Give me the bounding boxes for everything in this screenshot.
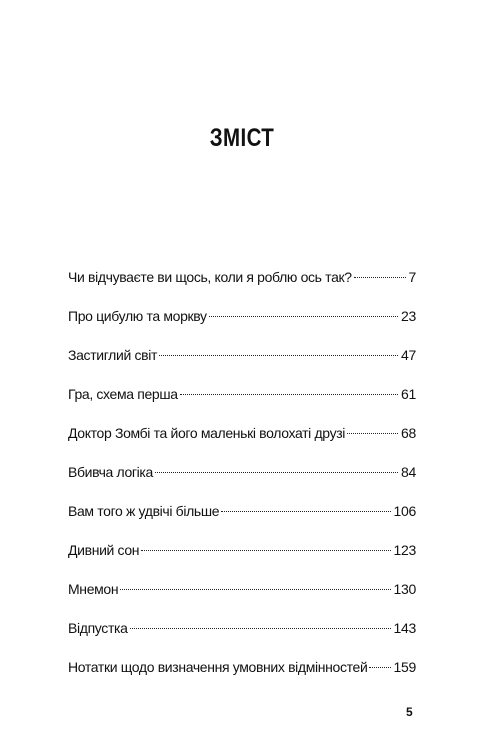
toc-entry-title: Гра, схема перша xyxy=(68,386,178,402)
toc-entry-page: 159 xyxy=(393,659,416,675)
toc-entry xyxy=(68,462,416,501)
toc-dot-leader xyxy=(347,433,398,434)
toc-dot-leader xyxy=(180,394,398,395)
toc-entry-page: 47 xyxy=(401,347,416,363)
toc-entry-page: 23 xyxy=(401,308,416,324)
toc-dot-leader xyxy=(130,628,391,629)
toc-entry-page: 68 xyxy=(401,425,416,441)
page-title: ЗМІСТ xyxy=(209,124,275,152)
toc-entry-title: Відпустка xyxy=(68,620,128,636)
toc-entry-page: 106 xyxy=(393,503,416,519)
toc-entry-page: 130 xyxy=(393,581,416,597)
toc-entry-title: Нотатки щодо визначення умовних відмінностей xyxy=(68,659,368,675)
toc-entry xyxy=(68,657,416,696)
toc-entry-title: Про цибулю та моркву xyxy=(68,308,207,324)
toc-dot-leader xyxy=(120,589,390,590)
toc-dot-leader xyxy=(369,667,390,668)
toc-entry-title: Вбивча логіка xyxy=(68,464,153,480)
toc-entry xyxy=(68,267,416,306)
page-number: 5 xyxy=(406,705,413,719)
toc-entry xyxy=(68,501,416,540)
toc-entry xyxy=(68,306,416,345)
toc-entry-page: 7 xyxy=(408,269,416,285)
toc-dot-leader xyxy=(209,316,398,317)
toc-entry-page: 84 xyxy=(401,464,416,480)
toc-entry-title: Чи відчуваєте ви щось, коли я роблю ось так? xyxy=(68,269,352,285)
toc-entry-title: Доктор Зомбі та його маленькі волохаті друзі xyxy=(68,425,346,441)
toc-dot-leader xyxy=(155,472,398,473)
toc-entry-title: Мнемон xyxy=(68,581,119,597)
toc-entry-title: Застиглий світ xyxy=(68,347,158,363)
toc-entry-page: 61 xyxy=(401,386,416,402)
toc-entry xyxy=(68,423,416,462)
toc-dot-leader xyxy=(141,550,390,551)
toc-dot-leader xyxy=(159,355,398,356)
toc-entry xyxy=(68,540,416,579)
toc-entry xyxy=(68,579,416,618)
toc-entry-page: 123 xyxy=(393,542,416,558)
toc-entry-page: 143 xyxy=(393,620,416,636)
toc-entry xyxy=(68,618,416,657)
toc-dot-leader xyxy=(354,277,406,278)
table-of-contents xyxy=(68,267,416,696)
toc-entry-title: Дивний сон xyxy=(68,542,140,558)
toc-entry-title: Вам того ж удвічі більше xyxy=(68,503,220,519)
toc-entry xyxy=(68,384,416,423)
toc-dot-leader xyxy=(221,511,390,512)
toc-entry xyxy=(68,345,416,384)
